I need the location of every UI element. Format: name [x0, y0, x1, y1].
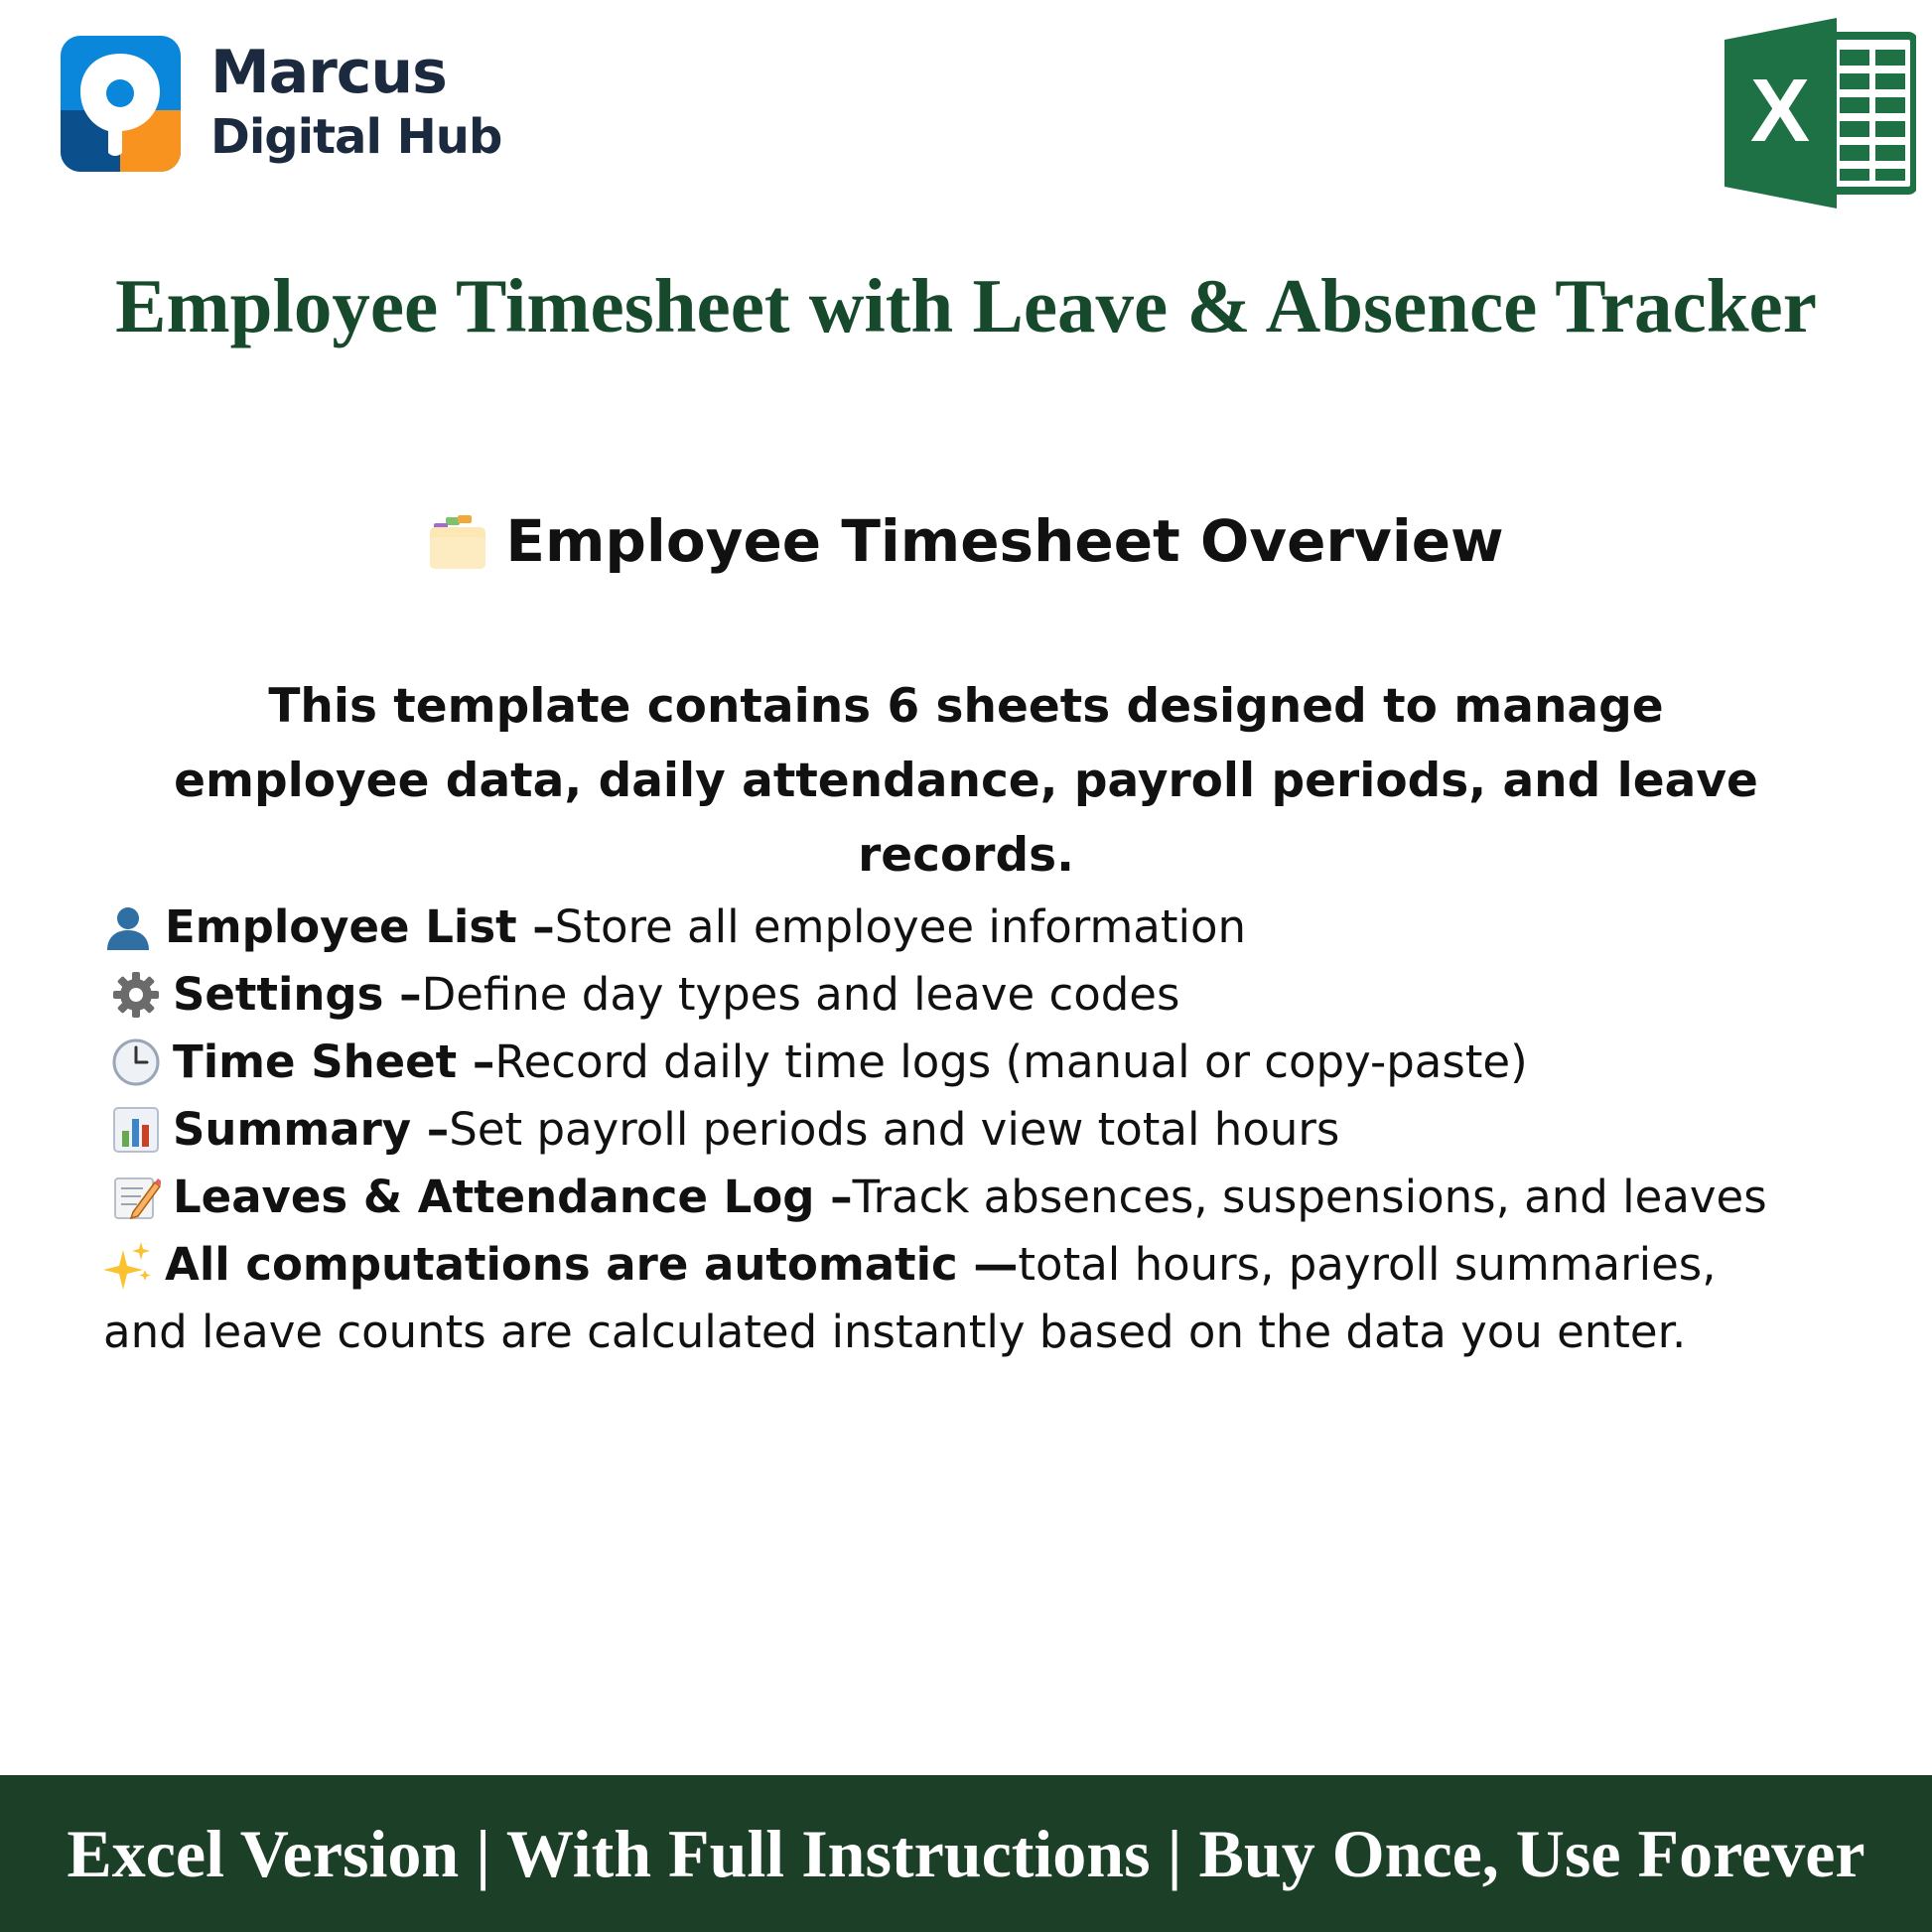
- automatic-desc: total hours, payroll summaries,: [1018, 1238, 1717, 1291]
- person-icon: [103, 902, 153, 952]
- brand-name-line2: Digital Hub: [210, 109, 502, 165]
- feature-desc: Record daily time logs (manual or copy-paste): [494, 1035, 1528, 1088]
- excel-icon: [1723, 18, 1916, 208]
- intro-paragraph: This template contains 6 sheets designed to manage employee data, daily attendance, payroll periods, and leave records.: [174, 679, 1758, 883]
- automatic-title: All computations are automatic —: [165, 1238, 1019, 1291]
- feature-item-leaves-attendance: [103, 1164, 1870, 1231]
- feature-title: Settings –: [173, 968, 422, 1021]
- feature-title: Leaves & Attendance Log –: [173, 1171, 853, 1223]
- brand-name-line1: Marcus: [210, 38, 447, 107]
- bar-chart-icon: [111, 1105, 161, 1155]
- feature-item-automatic: [103, 1231, 1870, 1299]
- footer-text: Excel Version | With Full Instructions | Buy Once, Use Forever: [67, 1815, 1865, 1891]
- feature-desc: Set payroll periods and view total hours: [449, 1103, 1340, 1156]
- feature-item-time-sheet: [103, 1029, 1870, 1096]
- feature-title: Summary –: [173, 1103, 450, 1156]
- automatic-continuation: and leave counts are calculated instantly based on the data you enter.: [103, 1306, 1687, 1358]
- feature-desc: Store all employee information: [554, 900, 1247, 953]
- gear-icon: [111, 970, 161, 1020]
- marcus-logo-mark: [61, 36, 181, 172]
- overview-heading-row: [0, 501, 1932, 581]
- feature-item-settings: [103, 961, 1870, 1029]
- feature-desc: Define day types and leave codes: [421, 968, 1180, 1021]
- card-index-dividers-icon: [428, 511, 487, 571]
- main-title: Employee Timesheet with Leave & Absence Tracker: [115, 263, 1817, 348]
- sparkles-icon: [103, 1240, 153, 1290]
- feature-item-summary: [103, 1096, 1870, 1164]
- footer-bar: [0, 1775, 1932, 1932]
- clock-icon: [111, 1037, 161, 1087]
- overview-heading: Employee Timesheet Overview: [505, 507, 1504, 575]
- feature-title: Employee List –: [165, 900, 555, 953]
- feature-desc: Track absences, suspensions, and leaves: [852, 1171, 1767, 1223]
- excel-icon-letter: X: [1749, 62, 1811, 161]
- feature-title: Time Sheet –: [173, 1035, 495, 1088]
- brand-name: [210, 38, 501, 167]
- feature-item-employee-list: [103, 894, 1870, 961]
- memo-icon: [111, 1173, 161, 1222]
- feature-list: [103, 894, 1870, 1366]
